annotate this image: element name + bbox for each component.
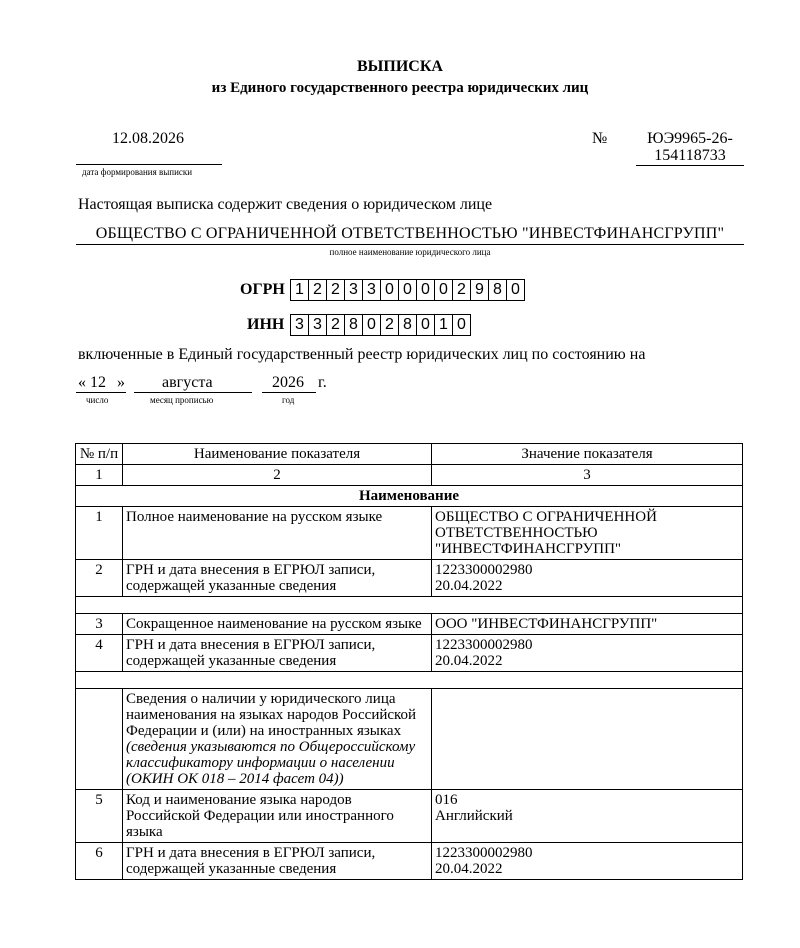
inn-digit-box: 0 bbox=[362, 314, 381, 336]
column-number-cell: 2 bbox=[123, 465, 432, 486]
year-caption: год bbox=[282, 395, 295, 405]
org-full-name: ОБЩЕСТВО С ОГРАНИЧЕННОЙ ОТВЕТСТВЕННОСТЬЮ "ИНВЕСТФИНАНСГРУПП" bbox=[95, 225, 725, 242]
row-number bbox=[76, 689, 123, 790]
org-name-caption: полное наименование юридического лица bbox=[329, 247, 491, 257]
day-underline bbox=[76, 392, 126, 393]
org-name-underline bbox=[76, 244, 744, 245]
month-underline bbox=[134, 392, 252, 393]
state-date-year: 2026 bbox=[272, 374, 304, 391]
table-row bbox=[76, 614, 743, 635]
row-name: Код и наименование языка народов Российской Федерации или иностранного языка bbox=[123, 790, 432, 843]
included-text: включенные в Единый государственный реестр юридических лиц по состоянию на bbox=[78, 346, 646, 363]
ogrn-digit-box: 2 bbox=[308, 279, 327, 301]
row-value: ООО "ИНВЕСТФИНАНСГРУПП" bbox=[432, 614, 743, 635]
spacer-row bbox=[76, 597, 743, 614]
header-cell: № п/п bbox=[76, 444, 123, 465]
table-row bbox=[76, 689, 743, 790]
ogrn-digit-box: 0 bbox=[506, 279, 525, 301]
inn-digit-box: 2 bbox=[380, 314, 399, 336]
table-row bbox=[76, 635, 743, 672]
ogrn-label: ОГРН bbox=[240, 281, 285, 298]
table-row bbox=[76, 790, 743, 843]
ogrn-digit-box: 9 bbox=[470, 279, 489, 301]
row-name: ГРН и дата внесения в ЕГРЮЛ записи, содержащей указанные сведения bbox=[123, 560, 432, 597]
table-row bbox=[76, 560, 743, 597]
ogrn-digit-box: 0 bbox=[416, 279, 435, 301]
row-name: Полное наименование на русском языке bbox=[123, 507, 432, 560]
row-number: 2 bbox=[76, 560, 123, 597]
ogrn-digit-box: 0 bbox=[380, 279, 399, 301]
formation-date-underline bbox=[76, 164, 222, 165]
row-value-date: 20.04.2022 bbox=[435, 653, 503, 669]
column-number-cell: 3 bbox=[432, 465, 743, 486]
header-cell: Наименование показателя bbox=[123, 444, 432, 465]
state-date-close-quote: » bbox=[117, 374, 125, 391]
table-header-row bbox=[76, 444, 743, 465]
inn-digit-box: 8 bbox=[344, 314, 363, 336]
header-cell: Значение показателя bbox=[432, 444, 743, 465]
inn-digit-box: 2 bbox=[326, 314, 345, 336]
state-date-year-suffix: г. bbox=[318, 374, 327, 391]
spacer-row bbox=[76, 672, 743, 689]
formation-date: 12.08.2026 bbox=[112, 130, 184, 147]
subsection-note: (сведения указываются по Общероссийскому классификатору информации о населении (ОКИН ОК 018 – 2014 фасет 04)) bbox=[126, 739, 416, 787]
section-row bbox=[76, 486, 743, 507]
row-value bbox=[432, 635, 743, 672]
document-subtitle: из Единого государственного реестра юридических лиц bbox=[211, 80, 589, 96]
row-name: Сокращенное наименование на русском языке bbox=[123, 614, 432, 635]
row-value-date: 20.04.2022 bbox=[435, 578, 503, 594]
subsection-title: Сведения о наличии у юридического лица наименования на языках народов Российской Федерации и (или) на иностранных языках bbox=[126, 691, 417, 739]
row-value bbox=[432, 689, 743, 790]
ogrn-digit-box: 3 bbox=[362, 279, 381, 301]
row-value: ОБЩЕСТВО С ОГРАНИЧЕННОЙ ОТВЕТСТВЕННОСТЬЮ "ИНВЕСТФИНАНСГРУПП" bbox=[432, 507, 743, 560]
row-number: 1 bbox=[76, 507, 123, 560]
row-value-code: 016 bbox=[435, 792, 458, 808]
ogrn-digit-box: 8 bbox=[488, 279, 507, 301]
intro-text: Настоящая выписка содержит сведения о юридическом лице bbox=[78, 196, 493, 213]
inn-label: ИНН bbox=[247, 316, 285, 333]
ogrn-digit-box: 1 bbox=[290, 279, 309, 301]
ogrn-digit-box: 0 bbox=[398, 279, 417, 301]
inn-digit-box: 0 bbox=[452, 314, 471, 336]
inn-digit-box: 8 bbox=[398, 314, 417, 336]
ogrn-digit-box: 3 bbox=[344, 279, 363, 301]
number-underline bbox=[636, 165, 744, 166]
extract-number: ЮЭ9965-26-154118733 bbox=[647, 130, 733, 164]
row-value bbox=[432, 843, 743, 880]
table-row bbox=[76, 843, 743, 880]
row-number: 5 bbox=[76, 790, 123, 843]
row-value bbox=[432, 790, 743, 843]
column-number-cell: 1 bbox=[76, 465, 123, 486]
month-caption: месяц прописью bbox=[150, 395, 214, 405]
document-title: ВЫПИСКА bbox=[357, 58, 443, 75]
formation-date-caption: дата формирования выписки bbox=[82, 167, 193, 177]
inn-boxes bbox=[290, 314, 470, 336]
ogrn-digit-box: 0 bbox=[434, 279, 453, 301]
ogrn-boxes bbox=[290, 279, 524, 301]
row-value-grn: 1223300002980 bbox=[435, 845, 533, 861]
ogrn-digit-box: 2 bbox=[326, 279, 345, 301]
state-date-day: 12 bbox=[90, 374, 106, 391]
row-value-language: Английский bbox=[435, 808, 513, 824]
state-date-open-quote: « bbox=[78, 374, 86, 391]
inn-digit-box: 3 bbox=[308, 314, 327, 336]
row-number: 4 bbox=[76, 635, 123, 672]
ogrn-digit-box: 2 bbox=[452, 279, 471, 301]
state-date-month: августа bbox=[162, 374, 213, 391]
row-name: ГРН и дата внесения в ЕГРЮЛ записи, содержащей указанные сведения bbox=[123, 635, 432, 672]
table-row bbox=[76, 507, 743, 560]
row-value-date: 20.04.2022 bbox=[435, 861, 503, 877]
day-caption: число bbox=[86, 395, 109, 405]
section-title: Наименование bbox=[76, 486, 743, 507]
egrul-table bbox=[75, 443, 743, 880]
row-value-grn: 1223300002980 bbox=[435, 562, 533, 578]
inn-digit-box: 0 bbox=[416, 314, 435, 336]
inn-digit-box: 3 bbox=[290, 314, 309, 336]
inn-digit-box: 1 bbox=[434, 314, 453, 336]
spacer-cell bbox=[76, 597, 743, 614]
row-value bbox=[432, 560, 743, 597]
number-sign: № bbox=[592, 130, 608, 147]
row-value-grn: 1223300002980 bbox=[435, 637, 533, 653]
spacer-cell bbox=[76, 672, 743, 689]
row-number: 3 bbox=[76, 614, 123, 635]
row-name bbox=[123, 689, 432, 790]
column-number-row bbox=[76, 465, 743, 486]
year-underline bbox=[262, 392, 316, 393]
row-number: 6 bbox=[76, 843, 123, 880]
row-name: ГРН и дата внесения в ЕГРЮЛ записи, содержащей указанные сведения bbox=[123, 843, 432, 880]
